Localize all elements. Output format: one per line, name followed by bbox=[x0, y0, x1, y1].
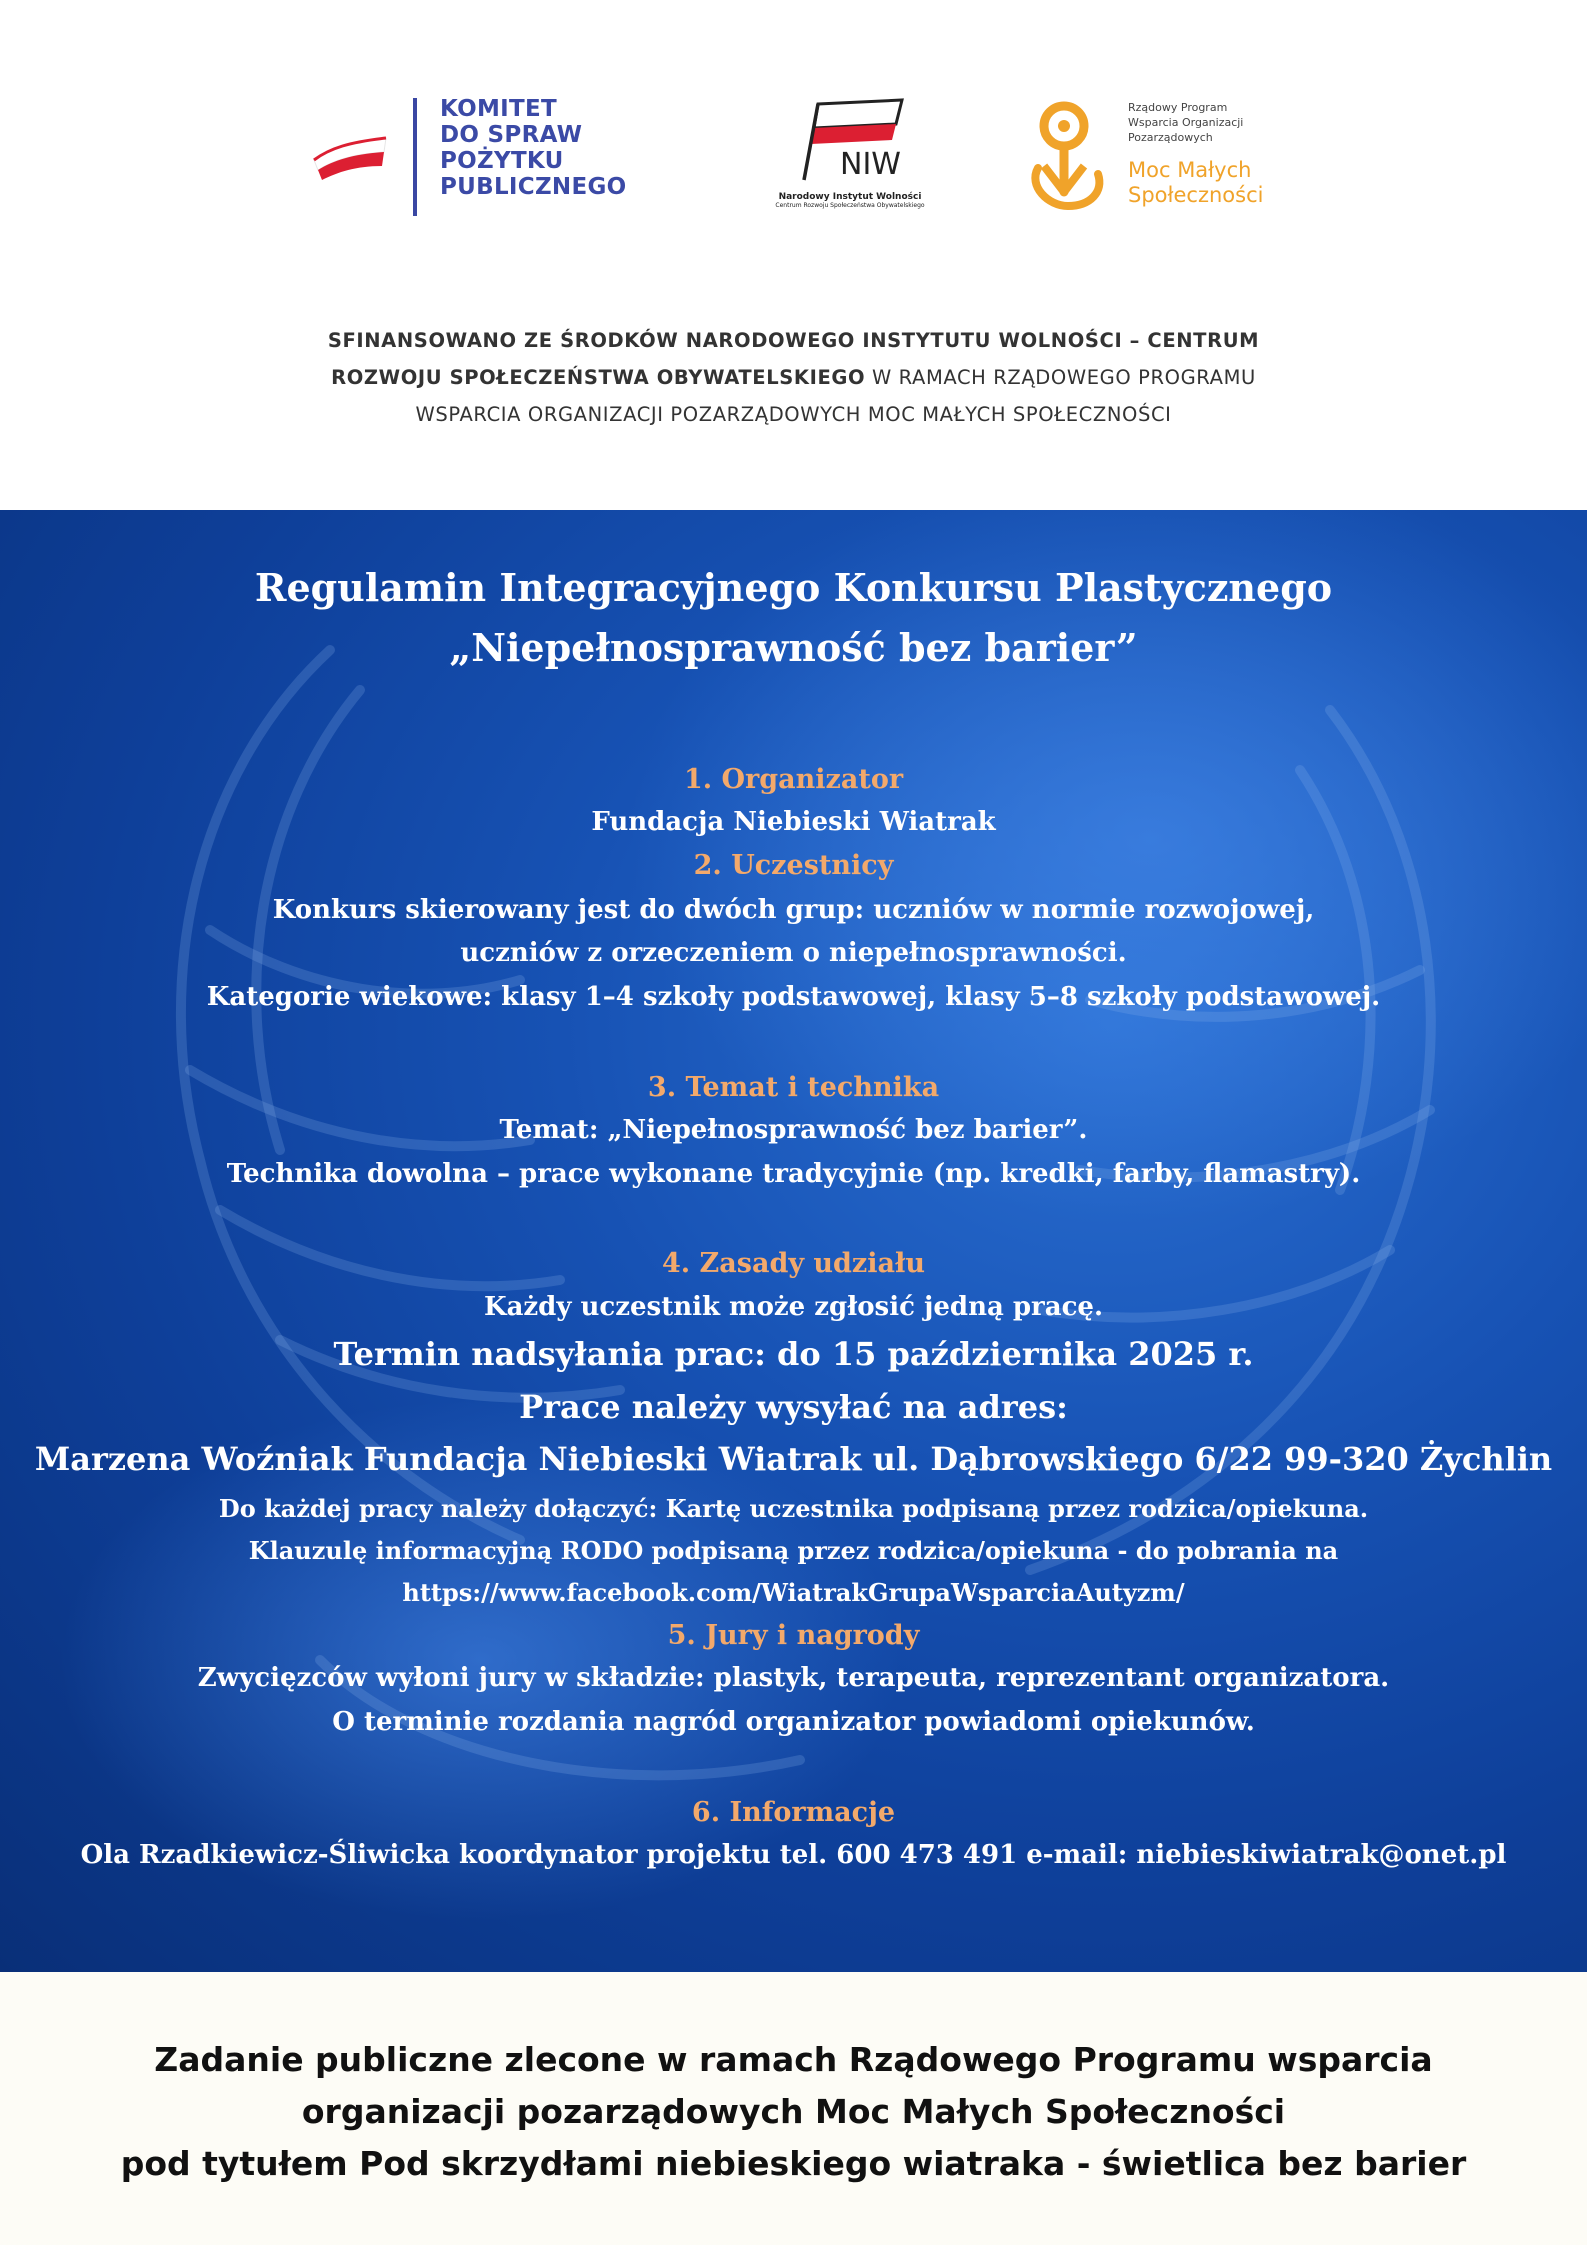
niw-logo bbox=[760, 96, 940, 226]
section-temat-line2: Technika dowolna – prace wykonane tradycyjnie (np. kredki, farby, flamastry). bbox=[226, 1159, 1361, 1189]
location-pin-icon bbox=[1028, 96, 1108, 221]
contact-info: Ola Rzadkiewicz-Śliwicka koordynator projektu tel. 600 473 491 e-mail: niebieskiwiatrak@onet.pl bbox=[80, 1840, 1507, 1870]
section-organizator-heading: 1. Organizator bbox=[683, 764, 904, 795]
facebook-link[interactable]: https://www.facebook.com/WiatrakGrupaWsparciaAutyzm/ bbox=[402, 1578, 1185, 1607]
section-organizator-text: Fundacja Niebieski Wiatrak bbox=[591, 807, 996, 837]
niw-flag-icon bbox=[790, 96, 910, 186]
address-intro: Prace należy wysyłać na adres: bbox=[519, 1388, 1068, 1426]
attachment-line1: Do każdej pracy należy dołączyć: Kartę uczestnika podpisaną przez rodzica/opiekuna. bbox=[218, 1494, 1369, 1523]
funding-statement: SFINANSOWANO ZE ŚRODKÓW NARODOWEGO INSTYTUTU WOLNOŚCI – CENTRUM ROZWOJU SPOŁECZEŃSTWA OBYWATELSKIEGO W RAMACH RZĄDOWEGO PROGRAMU WSPARCIA ORGANIZACJI POZARZĄDOWYCH MOC MAŁYCH SPOŁECZNOŚCI bbox=[327, 329, 1260, 426]
section-jury-line2: O terminie rozdania nagród organizator powiadomi opiekunów. bbox=[332, 1707, 1255, 1737]
mms-program-name: Rządowy Program Wsparcia Organizacji Pozarządowych bbox=[1128, 101, 1244, 144]
footer-statement: Zadanie publiczne zlecone w ramach Rządowego Programu wsparcia organizacji pozarządowych Moc Małych Społeczności pod tytułem Pod skrzydłami niebieskiego wiatraka - świetlica bez barier bbox=[120, 2040, 1467, 2183]
deadline-text: Termin nadsyłania prac: do 15 października 2025 r. bbox=[333, 1335, 1254, 1373]
attachment-line2: Klauzulę informacyjną RODO podpisaną przez rodzica/opiekuna - do pobrania na bbox=[248, 1536, 1339, 1565]
section-informacje-heading: 6. Informacje bbox=[691, 1797, 896, 1828]
section-jury-line1: Zwycięzców wyłoni jury w składzie: plastyk, terapeuta, reprezentant organizatora. bbox=[197, 1663, 1390, 1693]
wing-background-decoration bbox=[0, 510, 1587, 1972]
footer bbox=[0, 1972, 1587, 2245]
niw-caption: Narodowy Instytut Wolności Centrum Rozwoju Społeczeństwa Obywatelskiego bbox=[775, 192, 925, 209]
section-uczestnicy-line2: uczniów z orzeczeniem o niepełnosprawności. bbox=[460, 938, 1127, 968]
section-zasady-line1: Każdy uczestnik może zgłosić jedną pracę. bbox=[483, 1292, 1104, 1322]
section-uczestnicy-line3: Kategorie wiekowe: klasy 1–4 szkoły podstawowej, klasy 5–8 szkoły podstawowej. bbox=[206, 982, 1381, 1012]
polish-flag-icon bbox=[310, 136, 390, 180]
kdspp-name: KOMITET DO SPRAW POŻYTKU PUBLICZNEGO bbox=[440, 96, 627, 200]
mailing-address: Marzena Woźniak Fundacja Niebieski Wiatrak ul. Dąbrowskiego 6/22 99-320 Żychlin bbox=[34, 1440, 1553, 1478]
section-zasady-heading: 4. Zasady udziału bbox=[661, 1248, 926, 1279]
section-uczestnicy-heading: 2. Uczestnicy bbox=[693, 850, 894, 881]
section-jury-heading: 5. Jury i nagrody bbox=[667, 1620, 920, 1651]
section-uczestnicy-line1: Konkurs skierowany jest do dwóch grup: uczniów w normie rozwojowej, bbox=[272, 895, 1315, 925]
kdspp-divider bbox=[413, 98, 417, 216]
header bbox=[0, 0, 1587, 510]
regulamin-panel bbox=[0, 510, 1587, 1972]
mms-title: Moc Małych Społeczności bbox=[1128, 158, 1264, 207]
regulamin-title: Regulamin Integracyjnego Konkursu Plastycznego bbox=[254, 565, 1333, 610]
mms-logo bbox=[1028, 96, 1288, 226]
section-temat-line1: Temat: „Niepełnosprawność bez barier”. bbox=[499, 1115, 1088, 1145]
kdspp-logo bbox=[310, 96, 680, 226]
section-temat-heading: 3. Temat i technika bbox=[647, 1072, 940, 1103]
regulamin-subtitle: „Niepełnosprawność bez barier” bbox=[449, 625, 1138, 670]
svg-text:NIW: NIW bbox=[840, 147, 901, 182]
